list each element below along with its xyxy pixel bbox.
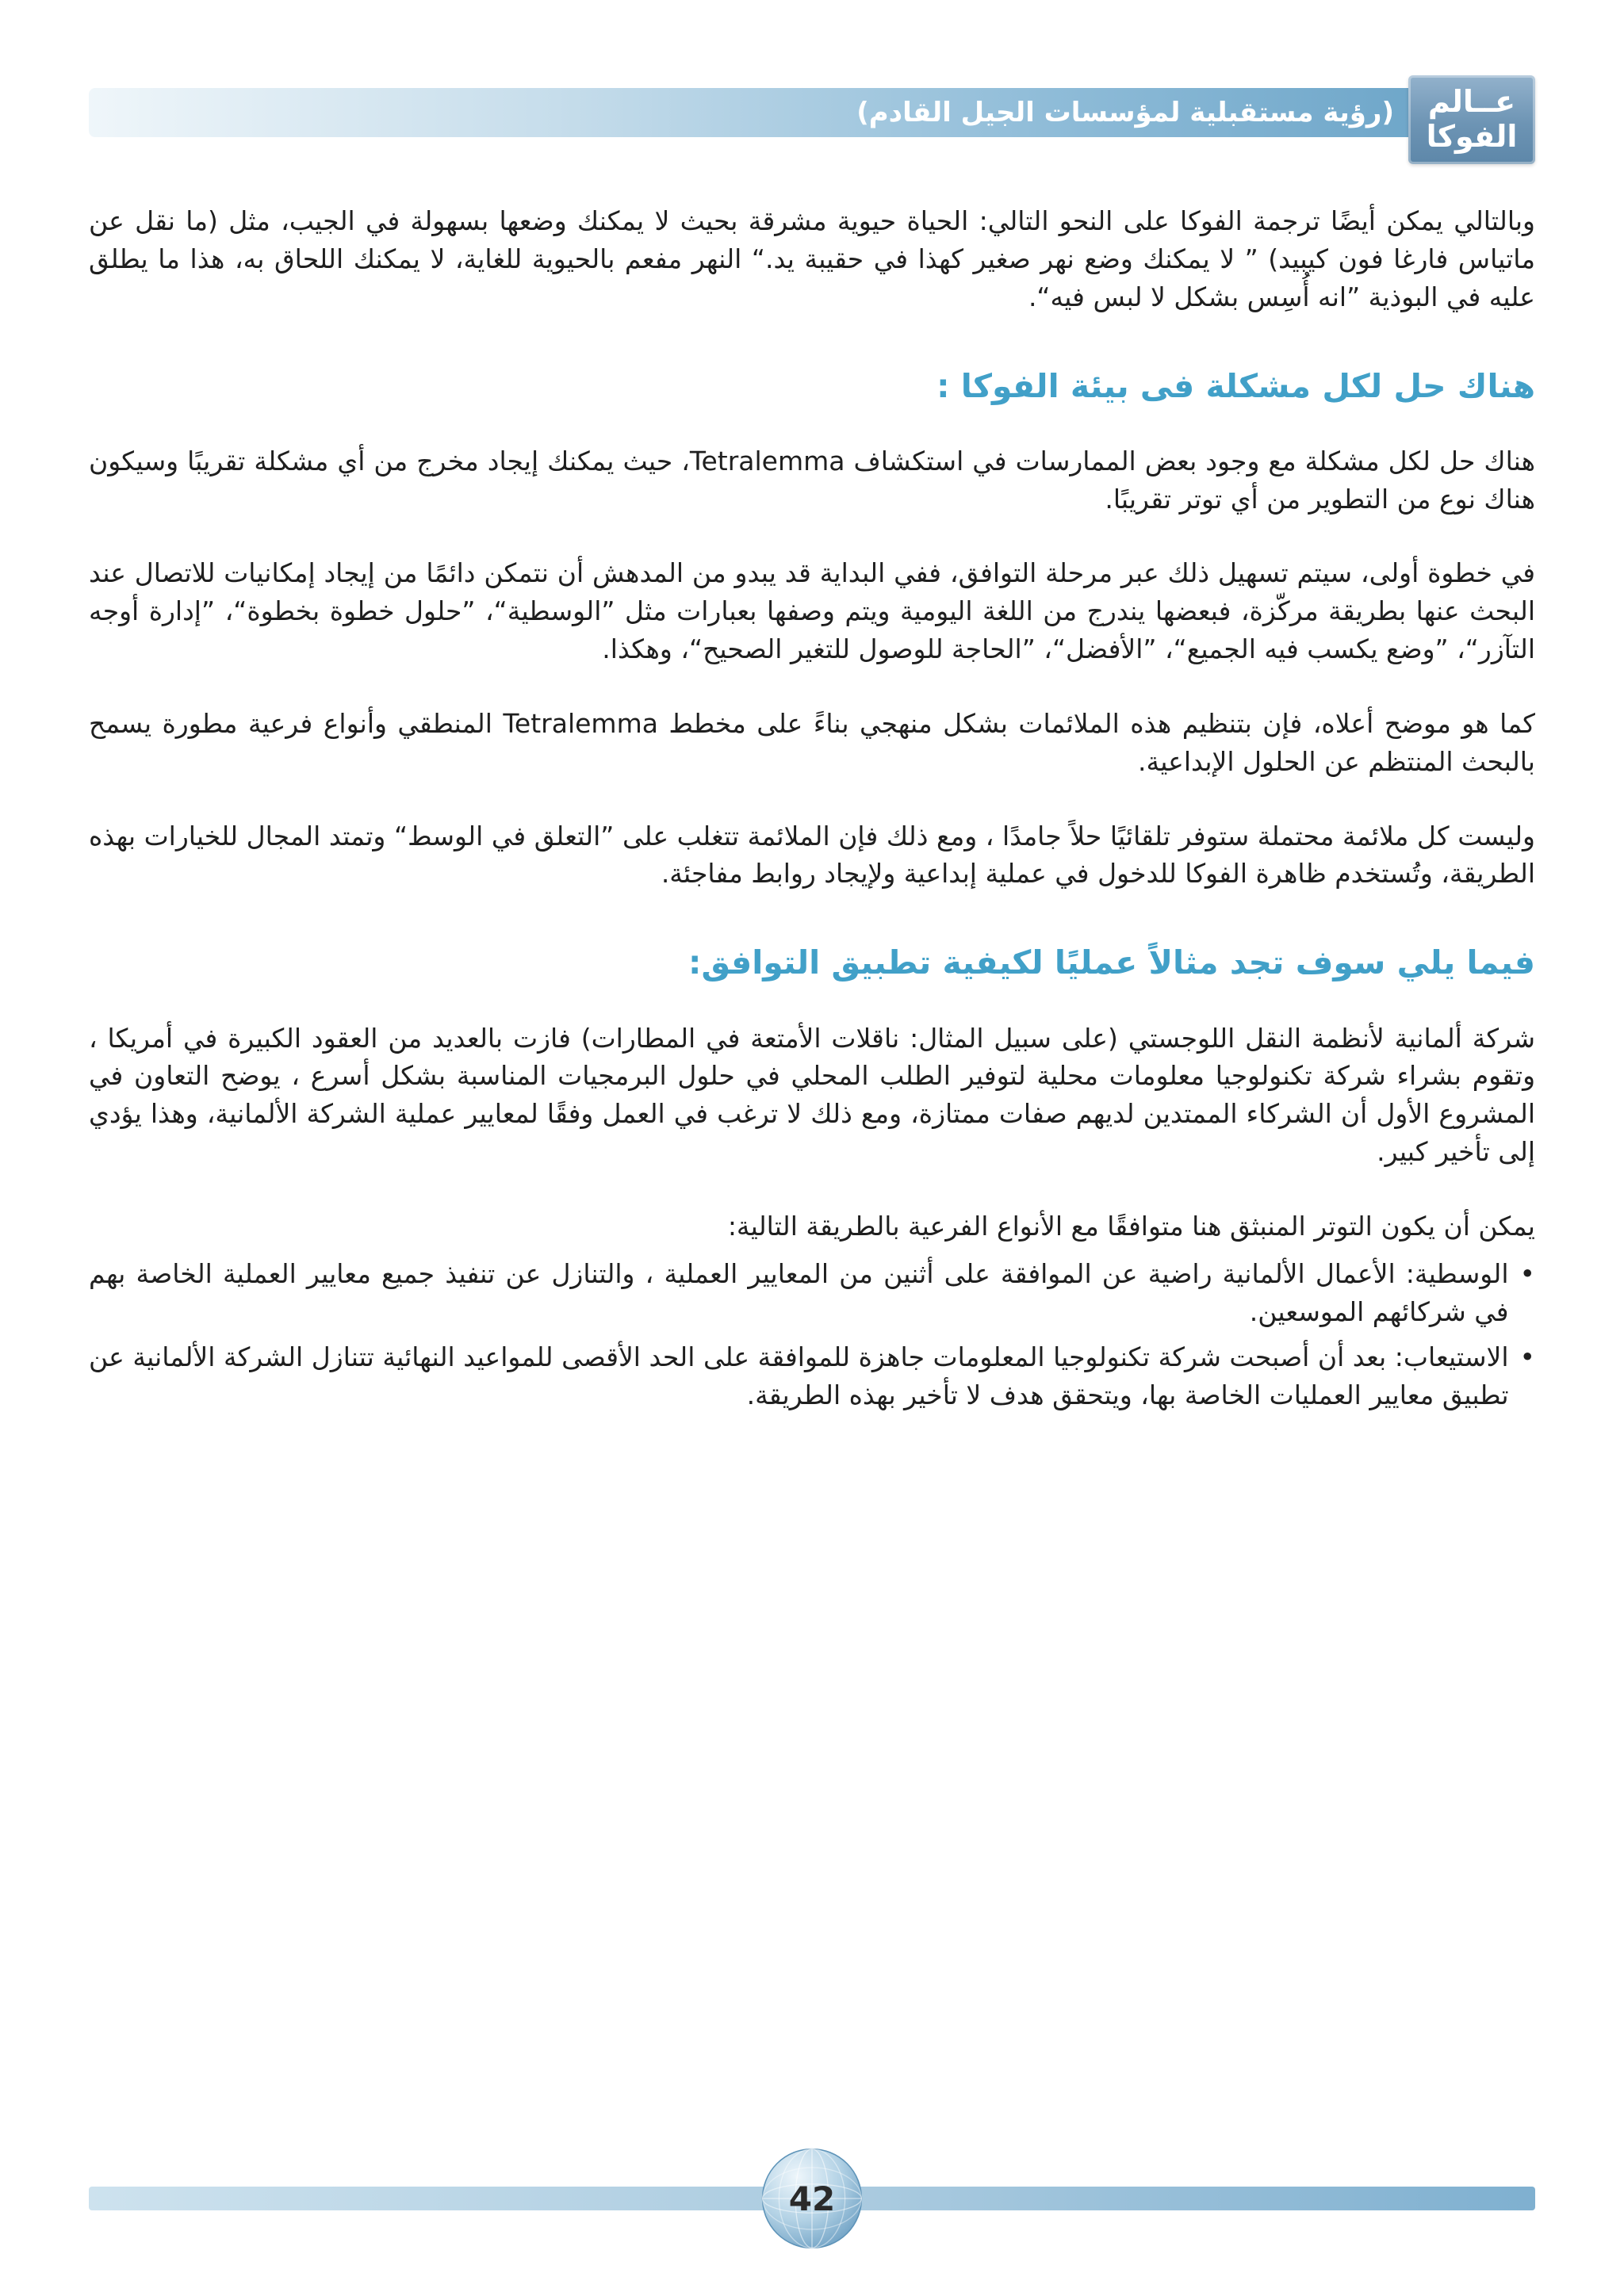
- paragraph-not-every-fit: وليست كل ملائمة محتملة ستوفر تلقائيًا حلاً جامدًا ، ومع ذلك فإن الملائمة تتغلب على ”التعلق في الوسط“ وتمتد المجال للخيارات بهذه الطريقة، وتُستخدم ظاهرة الفوكا للدخول في عملية إبداعية ولإيجاد روابط مفاجئة.: [89, 820, 1535, 890]
- header-bar: [89, 88, 1424, 137]
- paragraph-intro: وبالتالي يمكن أيضًا ترجمة الفوكا على النحو التالي: الحياة حيوية مشرقة بحيث لا يمكنك وضعها بسهولة في الجيب، مثل (ما نقل عن ماتياس فارغا فون كيبيد) ” لا يمكنك وضع نهر صغير كهذا في حقيبة يد.“ النهر مفعم بالحيوية للغاية، لا يمكنك اللحاق به، هذا ما يطلق عليه في البوذية ”انه أُسِس بشكل لا لبس فيه“.: [89, 205, 1535, 312]
- bullet-icon: •: [1519, 1341, 1535, 1373]
- paragraph-first-step: في خطوة أولى، سيتم تسهيل ذلك عبر مرحلة التوافق، ففي البداية قد يبدو من المدهش أن نتمكن دائمًا من إيجاد إمكانيات للاتصال عند البحث عنها بطريقة مركّزة، فبعضها يندرج من اللغة اليومية ويتم وصفها بعبارات مثل ”الوسطية“، ”حلول خطوة بخطوة“، ”إدارة أوجه التآزر“، ”وضع يكسب فيه الجميع“، ”الأفضل“، ”الحاجة للوصول للتغير الصحيح“، وهكذا.: [89, 557, 1535, 665]
- paragraph-tension-intro: يمكن أن يكون التوتر المنبثق هنا متوافقًا مع الأنواع الفرعية بالطريقة التالية:: [727, 1210, 1535, 1242]
- page-number: 42: [788, 2179, 836, 2218]
- page-header: [89, 75, 1535, 166]
- bullet-text-istiab: الاستيعاب: بعد أن أصبحت شركة تكنولوجيا المعلومات جاهزة للموافقة على الحد الأقصى للمواعيد النهائية تتنازل الشركة الألمانية عن تطبيق معايير العمليات الخاصة بها، ويتحقق هدف لا تأخير بهذه الطريقة.: [89, 1341, 1509, 1411]
- logo-line-1: عــالم: [1427, 84, 1516, 120]
- bullet-icon: •: [1519, 1257, 1535, 1289]
- foca-world-logo: [1408, 75, 1535, 164]
- page-content: [89, 202, 1535, 1422]
- section-heading-solution: هناك حل لكل مشكلة فى بيئة الفوكا :: [936, 366, 1535, 405]
- list-item: [89, 1255, 1535, 1331]
- globe-page-number: [760, 2147, 864, 2250]
- paragraph-example: شركة ألمانية لأنظمة النقل اللوجستي (على سبيل المثال: ناقلات الأمتعة في المطارات) فازت بالعديد من العقود الكبيرة في أمريكا ، وتقوم بشراء شركة تكنولوجيا معلومات محلية لتوفير الطلب المحلي في حلول البرمجيات المناسبة بشكل أسرع ، يوضح التعاون في المشروع الأول أن الشركاء الممتدين لديهم صفات ممتازة، ومع ذلك لا ترغب في العمل وفقًا لمعايير عملية الشركة الألمانية، وهذا يؤدي إلى تأخير كبير.: [89, 1022, 1535, 1168]
- list-item: [89, 1338, 1535, 1414]
- section-heading-example: فيما يلي سوف تجد مثالاً عمليًا لكيفية تطبيق التوافق:: [688, 943, 1535, 982]
- logo-line-2: الفوكا: [1426, 119, 1518, 154]
- paragraph-organize: كما هو موضح أعلاه، فإن بتنظيم هذه الملائمات بشكل منهجي بناءً على مخطط Tetralemma المنطقي وأنواع فرعية مطورة يسمح بالبحث المنتظم عن الحلول الإبداعية.: [89, 707, 1535, 777]
- paragraph-tetralemma: هناك حل لكل مشكلة مع وجود بعض الممارسات في استكشاف Tetralemma، حيث يمكنك إيجاد مخرج من أي مشكلة تقريبًا وسيكون هناك نوع من التطوير من أي توتر تقريبًا.: [89, 445, 1536, 515]
- bullet-text-wasatiyya: الوسطية: الأعمال الألمانية راضية عن الموافقة على أثنين من المعايير العملية ، والتنازل عن تنفيذ جميع معايير العملية الخاصة بهم في شركائهم الموسعين.: [89, 1257, 1509, 1327]
- header-subtitle: (رؤية مستقبلية لمؤسسات الجيل القادم): [856, 97, 1394, 128]
